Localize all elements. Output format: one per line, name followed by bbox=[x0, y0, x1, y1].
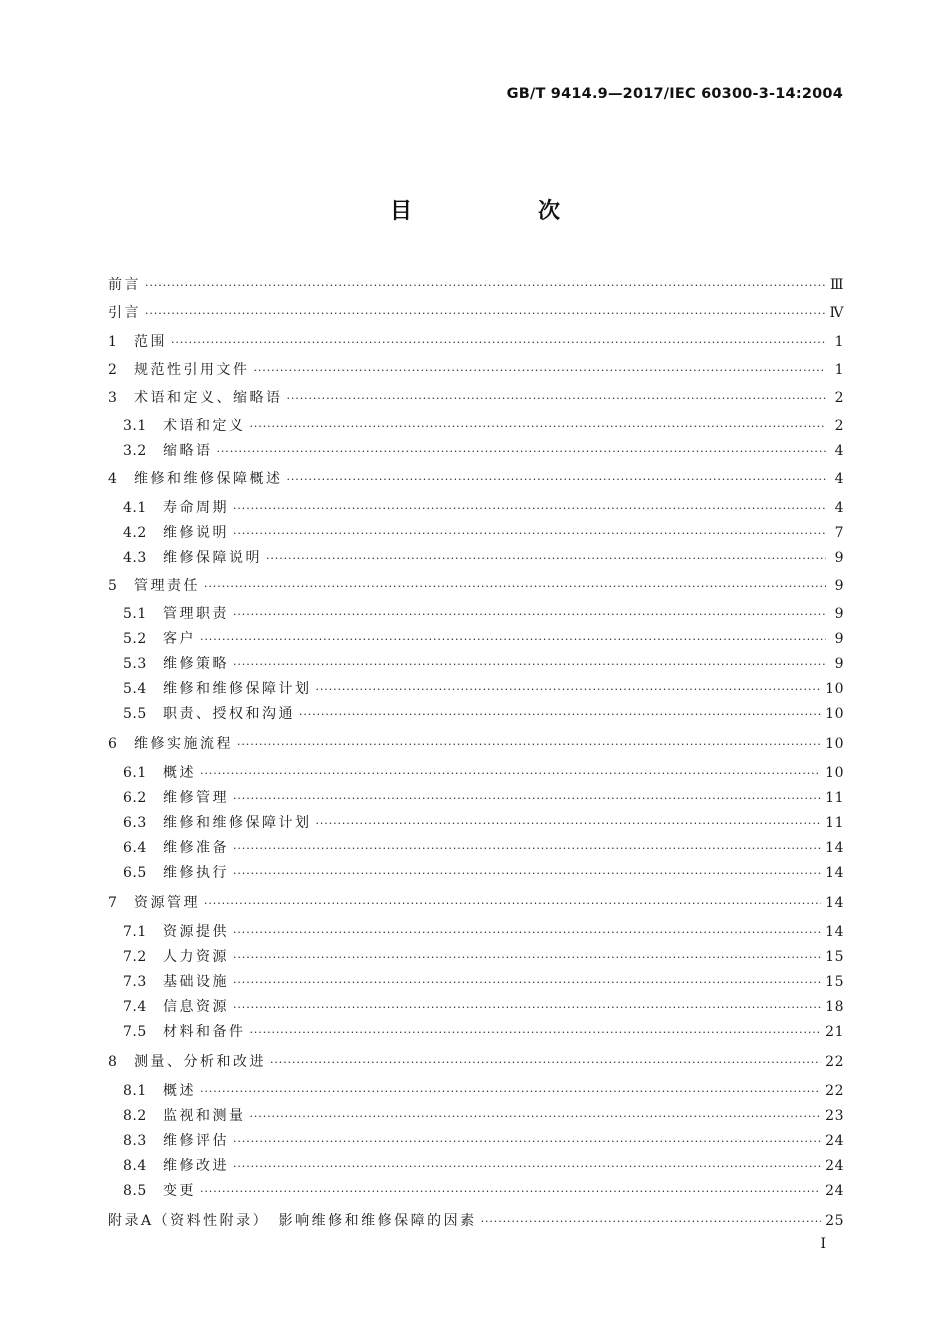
toc-leader-dots bbox=[233, 1158, 821, 1176]
toc-entry-page: 23 bbox=[825, 1108, 844, 1124]
toc-entry-page: 2 bbox=[834, 390, 844, 406]
toc-leader-dots bbox=[204, 578, 826, 596]
toc-entry-label: 资源管理 bbox=[134, 895, 200, 911]
toc-entry-page: 10 bbox=[825, 736, 844, 752]
toc-entry-label: 寿命周期 bbox=[163, 500, 229, 516]
toc-entry-label: 范围 bbox=[134, 334, 167, 350]
toc-leader-dots bbox=[254, 362, 827, 380]
toc-entry-label: 基础设施 bbox=[163, 974, 229, 990]
toc-entry[interactable] bbox=[108, 839, 844, 858]
toc-entry-page: 21 bbox=[825, 1024, 844, 1040]
toc-entry[interactable] bbox=[108, 789, 844, 808]
toc-entry-page: Ⅳ bbox=[829, 305, 844, 321]
toc-entry-number: 7 bbox=[108, 895, 118, 911]
toc-entry-label: 资源提供 bbox=[163, 924, 229, 940]
toc-entry-label: 管理责任 bbox=[134, 578, 200, 594]
toc-entry-label: 维修说明 bbox=[163, 525, 229, 541]
toc-entry-page: 14 bbox=[825, 895, 844, 911]
toc-entry-page: 14 bbox=[825, 865, 844, 881]
toc-entry[interactable] bbox=[108, 304, 844, 323]
toc-entry[interactable] bbox=[108, 499, 844, 518]
toc-leader-dots bbox=[200, 1083, 821, 1101]
toc-entry-label: 术语和定义、缩略语 bbox=[134, 390, 283, 406]
toc-entry-page: Ⅲ bbox=[829, 277, 844, 293]
toc-entry-page: 14 bbox=[825, 840, 844, 856]
table-of-contents bbox=[108, 0, 844, 1343]
toc-entry-page: 9 bbox=[834, 656, 844, 672]
toc-entry-number: 5.5 bbox=[123, 706, 147, 722]
toc-entry[interactable] bbox=[108, 577, 844, 596]
toc-entry-label: 信息资源 bbox=[163, 999, 229, 1015]
toc-entry[interactable] bbox=[108, 389, 844, 408]
toc-entry-page: 7 bbox=[834, 525, 844, 541]
toc-leader-dots bbox=[250, 418, 827, 436]
toc-entry-number: 8.4 bbox=[123, 1158, 147, 1174]
toc-entry-label: 术语和定义 bbox=[163, 418, 246, 434]
toc-entry-label: 规范性引用文件 bbox=[134, 362, 250, 378]
toc-entry[interactable] bbox=[108, 1053, 844, 1072]
toc-entry[interactable] bbox=[108, 894, 844, 913]
toc-leader-dots bbox=[250, 1108, 822, 1126]
toc-entry-page: 1 bbox=[834, 362, 844, 378]
toc-entry-label: 维修管理 bbox=[163, 790, 229, 806]
toc-entry-label: 维修和维修保障概述 bbox=[134, 471, 283, 487]
toc-entry-page: 25 bbox=[825, 1213, 844, 1229]
toc-entry-number: 8.1 bbox=[123, 1083, 147, 1099]
toc-leader-dots bbox=[287, 390, 827, 408]
toc-entry[interactable] bbox=[108, 923, 844, 942]
toc-entry[interactable] bbox=[108, 630, 844, 649]
toc-leader-dots bbox=[233, 974, 821, 992]
toc-entry[interactable] bbox=[108, 705, 844, 724]
toc-entry-number: 4 bbox=[108, 471, 118, 487]
toc-entry[interactable] bbox=[108, 1082, 844, 1101]
toc-leader-dots bbox=[171, 334, 826, 352]
toc-entry-label: 维修改进 bbox=[163, 1158, 229, 1174]
toc-entry[interactable] bbox=[108, 1212, 844, 1231]
toc-entry-label: 维修执行 bbox=[163, 865, 229, 881]
toc-entry[interactable] bbox=[108, 973, 844, 992]
toc-leader-dots bbox=[233, 924, 821, 942]
toc-entry[interactable] bbox=[108, 864, 844, 883]
toc-entry-number: 7.3 bbox=[123, 974, 147, 990]
toc-entry-label: 人力资源 bbox=[163, 949, 229, 965]
toc-entry-label: 维修保障说明 bbox=[163, 550, 262, 566]
toc-entry[interactable] bbox=[108, 605, 844, 624]
toc-entry[interactable] bbox=[108, 524, 844, 543]
toc-entry-page: 24 bbox=[825, 1183, 844, 1199]
toc-leader-dots bbox=[237, 736, 821, 754]
toc-entry-page: 10 bbox=[825, 765, 844, 781]
toc-leader-dots bbox=[200, 765, 821, 783]
toc-entry[interactable] bbox=[108, 1023, 844, 1042]
toc-entry-number: 6.2 bbox=[123, 790, 147, 806]
toc-entry-page: 14 bbox=[825, 924, 844, 940]
toc-leader-dots bbox=[233, 656, 826, 674]
toc-leader-dots bbox=[233, 840, 821, 858]
toc-entry[interactable] bbox=[108, 276, 844, 295]
toc-entry[interactable] bbox=[108, 1132, 844, 1151]
toc-entry-label: 变更 bbox=[163, 1183, 196, 1199]
toc-entry-number: 7.1 bbox=[123, 924, 147, 940]
toc-entry-label: 附录A（资料性附录） 影响维修和维修保障的因素 bbox=[108, 1213, 477, 1229]
toc-entry-number: 3.2 bbox=[123, 443, 147, 459]
toc-entry-page: 24 bbox=[825, 1133, 844, 1149]
toc-entry[interactable] bbox=[108, 549, 844, 568]
toc-entry-page: 9 bbox=[834, 578, 844, 594]
toc-entry[interactable] bbox=[108, 680, 844, 699]
toc-entry-page: 2 bbox=[834, 418, 844, 434]
toc-entry-number: 7.4 bbox=[123, 999, 147, 1015]
toc-leader-dots bbox=[200, 1183, 821, 1201]
toc-entry-label: 测量、分析和改进 bbox=[134, 1054, 266, 1070]
toc-leader-dots bbox=[200, 631, 826, 649]
toc-leader-dots bbox=[233, 606, 826, 624]
toc-entry[interactable] bbox=[108, 333, 844, 352]
toc-entry-label: 维修评估 bbox=[163, 1133, 229, 1149]
toc-entry[interactable] bbox=[108, 814, 844, 833]
toc-entry[interactable] bbox=[108, 470, 844, 489]
toc-leader-dots bbox=[270, 1054, 821, 1072]
toc-entry-page: 24 bbox=[825, 1158, 844, 1174]
toc-entry-label: 缩略语 bbox=[163, 443, 213, 459]
toc-entry-label: 维修和维修保障计划 bbox=[163, 681, 312, 697]
toc-leader-dots bbox=[145, 277, 826, 295]
toc-entry-page: 9 bbox=[834, 606, 844, 622]
toc-leader-dots bbox=[233, 500, 826, 518]
toc-entry-label: 概述 bbox=[163, 1083, 196, 1099]
toc-leader-dots bbox=[145, 305, 826, 323]
toc-entry-page: 10 bbox=[825, 681, 844, 697]
toc-entry[interactable] bbox=[108, 361, 844, 380]
toc-leader-dots bbox=[316, 815, 822, 833]
toc-entry-number: 7.2 bbox=[123, 949, 147, 965]
toc-entry-page: 11 bbox=[825, 815, 844, 831]
toc-entry-page: 9 bbox=[834, 550, 844, 566]
toc-entry-label: 管理职责 bbox=[163, 606, 229, 622]
toc-entry[interactable] bbox=[108, 655, 844, 674]
toc-entry-number: 8.5 bbox=[123, 1183, 147, 1199]
toc-entry-label: 维修实施流程 bbox=[134, 736, 233, 752]
toc-entry[interactable] bbox=[108, 998, 844, 1017]
toc-entry[interactable] bbox=[108, 1182, 844, 1201]
toc-leader-dots bbox=[217, 443, 827, 461]
toc-entry-label: 前言 bbox=[108, 277, 141, 293]
toc-entry-number: 3.1 bbox=[123, 418, 147, 434]
toc-entry-label: 职责、授权和沟通 bbox=[163, 706, 295, 722]
toc-entry[interactable] bbox=[108, 1107, 844, 1126]
toc-leader-dots bbox=[316, 681, 822, 699]
toc-entry-number: 3 bbox=[108, 390, 118, 406]
toc-entry-label: 概述 bbox=[163, 765, 196, 781]
toc-entry[interactable] bbox=[108, 764, 844, 783]
toc-entry-label: 材料和备件 bbox=[163, 1024, 246, 1040]
toc-entry-label: 客户 bbox=[163, 631, 196, 647]
toc-entry-number: 8.2 bbox=[123, 1108, 147, 1124]
page-number: Ⅰ bbox=[820, 1236, 826, 1252]
toc-leader-dots bbox=[233, 865, 821, 883]
toc-entry-number: 5.1 bbox=[123, 606, 147, 622]
toc-entry-number: 5.2 bbox=[123, 631, 147, 647]
toc-leader-dots bbox=[481, 1213, 822, 1231]
toc-entry-number: 4.3 bbox=[123, 550, 147, 566]
toc-entry-page: 10 bbox=[825, 706, 844, 722]
toc-entry-page: 18 bbox=[825, 999, 844, 1015]
toc-entry-number: 6.1 bbox=[123, 765, 147, 781]
toc-entry[interactable] bbox=[108, 735, 844, 754]
toc-entry-page: 4 bbox=[834, 500, 844, 516]
toc-entry-number: 2 bbox=[108, 362, 118, 378]
toc-entry-number: 4.2 bbox=[123, 525, 147, 541]
toc-entry-number: 6 bbox=[108, 736, 118, 752]
toc-entry[interactable] bbox=[108, 948, 844, 967]
toc-leader-dots bbox=[233, 999, 821, 1017]
toc-entry-page: 15 bbox=[825, 974, 844, 990]
toc-entry-page: 15 bbox=[825, 949, 844, 965]
toc-leader-dots bbox=[233, 790, 821, 808]
toc-leader-dots bbox=[250, 1024, 822, 1042]
toc-entry[interactable] bbox=[108, 442, 844, 461]
toc-entry-number: 6.3 bbox=[123, 815, 147, 831]
toc-entry-page: 4 bbox=[834, 443, 844, 459]
toc-entry[interactable] bbox=[108, 417, 844, 436]
toc-entry-number: 1 bbox=[108, 334, 118, 350]
toc-leader-dots bbox=[266, 550, 826, 568]
toc-entry-number: 5 bbox=[108, 578, 118, 594]
toc-entry-number: 8 bbox=[108, 1054, 118, 1070]
standard-number: GB/T 9414.9—2017/IEC 60300-3-14:2004 bbox=[506, 86, 843, 102]
toc-entry-label: 维修准备 bbox=[163, 840, 229, 856]
toc-entry[interactable] bbox=[108, 1157, 844, 1176]
toc-entry-page: 22 bbox=[825, 1083, 844, 1099]
toc-entry-page: 1 bbox=[834, 334, 844, 350]
toc-entry-number: 7.5 bbox=[123, 1024, 147, 1040]
toc-entry-label: 维修策略 bbox=[163, 656, 229, 672]
toc-entry-number: 5.4 bbox=[123, 681, 147, 697]
toc-entry-page: 9 bbox=[834, 631, 844, 647]
toc-entry-page: 4 bbox=[834, 471, 844, 487]
toc-entry-label: 维修和维修保障计划 bbox=[163, 815, 312, 831]
toc-leader-dots bbox=[233, 1133, 821, 1151]
toc-entry-page: 22 bbox=[825, 1054, 844, 1070]
toc-leader-dots bbox=[233, 525, 826, 543]
toc-entry-page: 11 bbox=[825, 790, 844, 806]
toc-entry-number: 6.5 bbox=[123, 865, 147, 881]
toc-leader-dots bbox=[233, 949, 821, 967]
toc-leader-dots bbox=[287, 471, 827, 489]
toc-entry-label: 监视和测量 bbox=[163, 1108, 246, 1124]
toc-entry-number: 5.3 bbox=[123, 656, 147, 672]
toc-entry-number: 4.1 bbox=[123, 500, 147, 516]
toc-entry-number: 6.4 bbox=[123, 840, 147, 856]
toc-leader-dots bbox=[299, 706, 821, 724]
toc-entry-label: 引言 bbox=[108, 305, 141, 321]
toc-leader-dots bbox=[204, 895, 821, 913]
toc-entry-number: 8.3 bbox=[123, 1133, 147, 1149]
page-title: 目 次 bbox=[389, 199, 612, 224]
